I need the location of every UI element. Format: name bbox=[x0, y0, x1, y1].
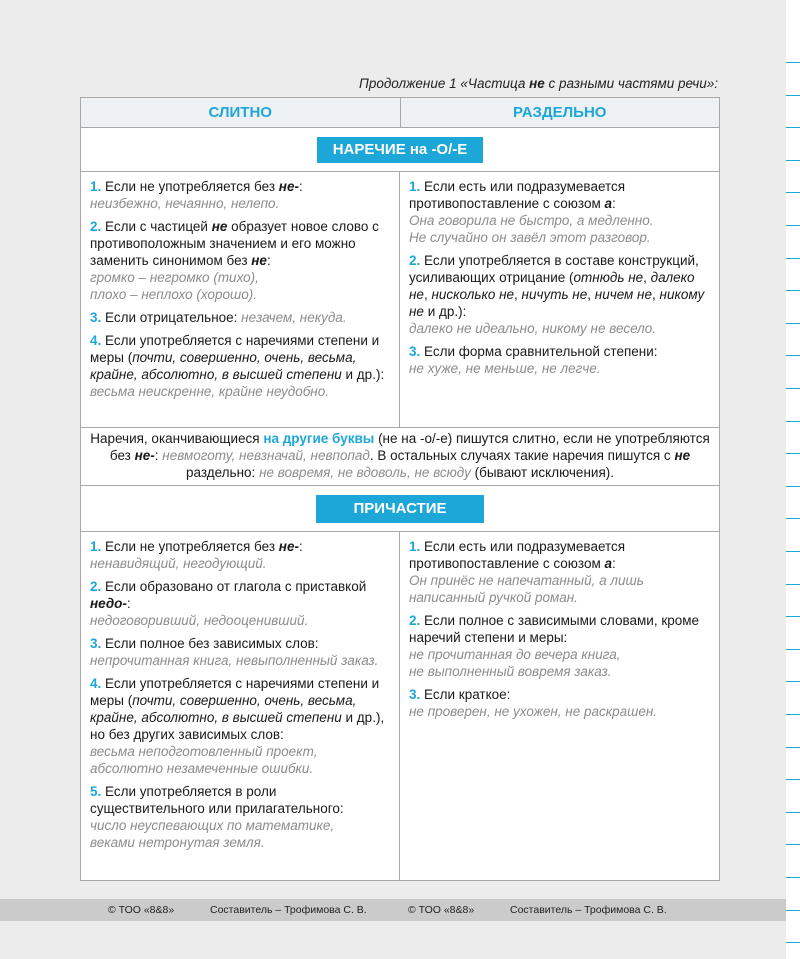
adverb-separate-rule-2: 2. Если употребляется в составе конструкций, усиливающих отрицание (отнюдь не, далеко не, нисколько не, ничуть не, ничем не, никому не и др.): далеко не идеально, никому не весело. bbox=[409, 253, 705, 336]
edge-tick bbox=[786, 877, 800, 878]
edge-tick bbox=[786, 453, 800, 454]
edge-tick bbox=[786, 681, 800, 682]
edge-tick bbox=[786, 160, 800, 161]
edge-tick bbox=[786, 649, 800, 650]
header-together: СЛИТНО bbox=[81, 98, 401, 127]
adverb-together-rule-2: 2. Если с частицей не образует новое слово с противоположным значением и его можно заменить синонимом без не: громко – негромко (тихо), плохо – неплохо (хорошо). bbox=[90, 219, 379, 302]
participle-separate-col bbox=[400, 532, 719, 880]
page-footer bbox=[0, 899, 786, 921]
adverb-band bbox=[81, 128, 719, 172]
edge-tick bbox=[786, 290, 800, 291]
edge-tick bbox=[786, 388, 800, 389]
participle-band bbox=[81, 486, 719, 532]
edge-tick bbox=[786, 551, 800, 552]
table-header bbox=[81, 98, 719, 128]
participle-together-rule-4: 4. Если употребляется с наречиями степени и меры (почти, совершенно, очень, весьма, крайне, абсолютно, в высшей степени и др.), но без других зависимых слов: весьма неподготовленный проект, абсолютно незамеченные ошибки. bbox=[90, 676, 385, 776]
edge-tick bbox=[786, 486, 800, 487]
edge-tick bbox=[786, 127, 800, 128]
edge-tick bbox=[786, 812, 800, 813]
edge-tick bbox=[786, 225, 800, 226]
footer-author-2: Составитель – Трофимова С. В. bbox=[510, 904, 667, 916]
edge-tick bbox=[786, 779, 800, 780]
edge-tick bbox=[786, 323, 800, 324]
participle-separate-rule-1: 1. Если есть или подразумевается противопоставление с союзом а: Он принёс не напечатанный, а лишь написанный ручкой роман. bbox=[409, 539, 644, 605]
edge-tick bbox=[786, 714, 800, 715]
edge-tick bbox=[786, 942, 800, 943]
participle-together-rule-5: 5. Если употребляется в роли существительного или прилагательного: число неуспевающих по математике, веками нетронутая земля. bbox=[90, 784, 344, 850]
participle-separate-rule-3: 3. Если краткое: не проверен, не ухожен, не раскрашен. bbox=[409, 687, 658, 719]
adverb-note: Наречия, оканчивающиеся на другие буквы (не на -о/-е) пишутся слитно, если не употребляются без не-: невмоготу, невзначай, невпопад. В остальных случаях такие наречия пишутся с не раздельно: не вовремя, не вдоволь, не всюду (бывают исключения). bbox=[81, 428, 719, 486]
edge-tick bbox=[786, 584, 800, 585]
adverb-separate-col bbox=[400, 172, 719, 427]
participle-title: ПРИЧАСТИЕ bbox=[316, 495, 484, 523]
adverb-together-rule-3: 3. Если отрицательное: незачем, некуда. bbox=[90, 310, 347, 325]
adverb-rules bbox=[81, 172, 719, 428]
edge-tick bbox=[786, 355, 800, 356]
page-edge-rail bbox=[786, 0, 800, 959]
participle-together-rule-2: 2. Если образовано от глагола с приставкой недо-: недоговоривший, недооценивший. bbox=[90, 579, 367, 628]
edge-tick bbox=[786, 518, 800, 519]
adverb-title: НАРЕЧИЕ на -О/-Е bbox=[317, 137, 483, 163]
adverb-together-col bbox=[81, 172, 400, 427]
continuation-caption: Продолжение 1 «Частица не с разными частями речи»: bbox=[359, 76, 718, 91]
participle-separate-rule-2: 2. Если полное с зависимыми словами, кроме наречий степени и меры: не прочитанная до вечера книга, не выполненный вовремя заказ. bbox=[409, 613, 700, 679]
footer-copyright-2: © ТОО «8&8» bbox=[408, 904, 475, 916]
edge-tick bbox=[786, 192, 800, 193]
adverb-separate-rule-3: 3. Если форма сравнительной степени: не хуже, не меньше, не легче. bbox=[409, 344, 658, 376]
adverb-together-rule-1: 1. Если не употребляется без не-: неизбежно, нечаянно, нелепо. bbox=[90, 179, 303, 211]
participle-together-col bbox=[81, 532, 400, 880]
edge-tick bbox=[786, 910, 800, 911]
participle-rules bbox=[81, 532, 719, 880]
edge-tick bbox=[786, 616, 800, 617]
edge-tick bbox=[786, 421, 800, 422]
footer-copyright-1: © ТОО «8&8» bbox=[108, 904, 175, 916]
footer-author-1: Составитель – Трофимова С. В. bbox=[210, 904, 367, 916]
edge-tick bbox=[786, 747, 800, 748]
edge-tick bbox=[786, 258, 800, 259]
rules-table bbox=[80, 97, 720, 881]
adverb-together-rule-4: 4. Если употребляется с наречиями степени и меры (почти, совершенно, очень, весьма, крайне, абсолютно, в высшей степени и др.): весьма неискренне, крайне неудобно. bbox=[90, 333, 385, 399]
header-separate: РАЗДЕЛЬНО bbox=[513, 104, 607, 121]
adverb-separate-rule-1: 1. Если есть или подразумевается противопоставление с союзом а: Она говорила не быстро, а медленно. Не случайно он завёл этот разговор. bbox=[409, 179, 654, 245]
participle-together-rule-3: 3. Если полное без зависимых слов: непрочитанная книга, невыполненный заказ. bbox=[90, 636, 379, 668]
edge-tick bbox=[786, 844, 800, 845]
participle-together-rule-1: 1. Если не употребляется без не-: ненавидящий, негодующий. bbox=[90, 539, 303, 571]
edge-tick bbox=[786, 62, 800, 63]
edge-tick bbox=[786, 95, 800, 96]
